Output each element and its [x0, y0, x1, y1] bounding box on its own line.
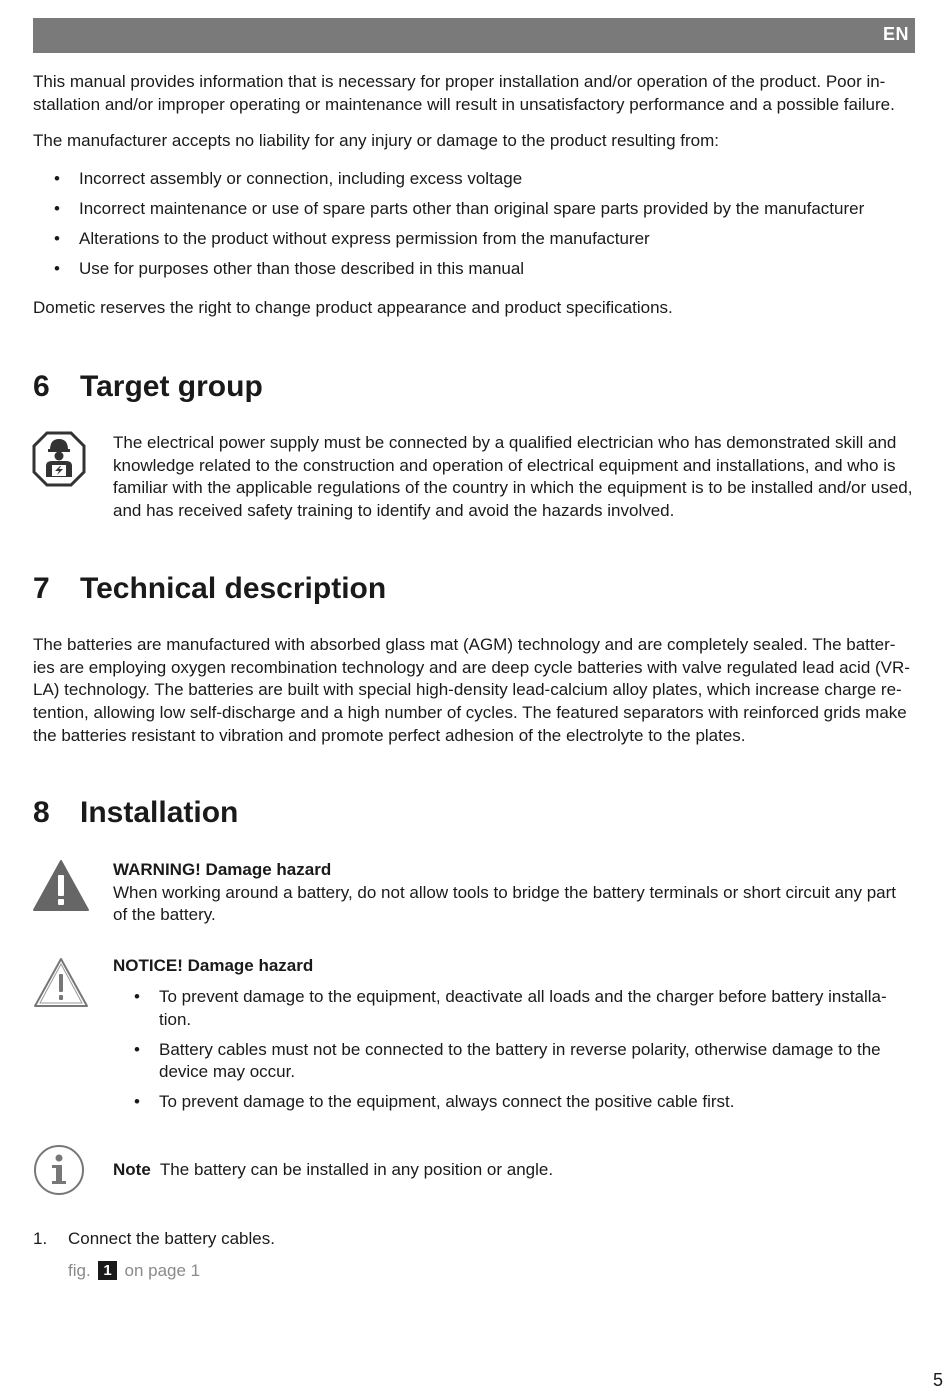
section-title: Installation [80, 796, 239, 829]
note [113, 1159, 913, 1182]
header-bar [33, 18, 915, 53]
notice-list [113, 986, 913, 1121]
warning-triangle-icon [31, 858, 91, 918]
intro-paragraph: This manual provides information that is necessary for proper installation and/or operation of the product. Poor in-stallation and/or improper operating or maintenance will result in unsatisfactory performance and a possible failure. [33, 72, 895, 114]
list-item: • Use for purposes other than those described in this manual [33, 258, 915, 281]
list-item: • Battery cables must not be connected to the battery in reverse polarity, otherwise damage to the device may occur. [113, 1039, 913, 1084]
language-code: EN [882, 24, 909, 44]
step-text: Connect the battery cables. [68, 1229, 275, 1248]
section-number: 6 [33, 370, 50, 403]
disclaimer-paragraph: Dometic reserves the right to change product appearance and product specifications. [33, 298, 673, 317]
liability-intro: The manufacturer accepts no liability for any injury or damage to the product resulting from: [33, 131, 720, 150]
section-number: 7 [33, 572, 50, 605]
warning-text: When working around a battery, do not allow tools to bridge the battery terminals or short circuit any part of the battery. [113, 882, 897, 925]
list-item: • Incorrect maintenance or use of spare parts other than original spare parts provided by the manufacturer [33, 198, 915, 221]
notice-title: NOTICE! Damage hazard [113, 956, 314, 975]
target-group-text: The electrical power supply must be connected by a qualified electrician who has demonstrated skill and knowledge related to the construction and operation of electrical equipment and installations, and who is familiar with the applicable regulations of the country in which the equipment is to be installed and/or used, and has received safety training to identify and avoid the hazards involved. [113, 433, 913, 521]
figure-reference [68, 1260, 200, 1283]
note-label: Note [113, 1160, 151, 1179]
qualified-electrician-icon [31, 430, 91, 490]
section-title: Target group [80, 370, 263, 403]
note-text: The battery can be installed in any position or angle. [159, 1160, 554, 1179]
step-number: 1. [33, 1229, 48, 1248]
section-title: Technical description [80, 572, 387, 605]
list-item: • To prevent damage to the equipment, always connect the positive cable first. [113, 1091, 913, 1114]
figure-prefix: fig. [68, 1261, 91, 1280]
page-number: 5 [932, 1370, 943, 1390]
figure-number-badge: 1 [98, 1261, 116, 1280]
warning-block [113, 859, 913, 927]
liability-list [33, 168, 915, 288]
warning-title: WARNING! Damage hazard [113, 860, 332, 879]
list-item: • Alterations to the product without express permission from the manufacturer [33, 228, 915, 251]
list-item: • Incorrect assembly or connection, including excess voltage [33, 168, 915, 191]
technical-description-text: The batteries are manufactured with absorbed glass mat (AGM) technology and are completely sealed. The batter-ies are employing oxygen recombination technology and are deep cycle batteries with valve regulated lead acid (VR-LA) technology. The batteries are built with special high-density lead-calcium alloy plates, which increase charge re-tention, allowing low self-discharge and a high number of cycles. The featured separators with reinforced grids make the batteries resistant to vibration and promote perfect adhesion of the electrolyte to the plates. [33, 635, 910, 745]
info-icon [31, 1142, 91, 1202]
notice-triangle-icon [31, 955, 91, 1015]
list-item: • To prevent damage to the equipment, deactivate all loads and the charger before battery installa-tion. [113, 986, 913, 1031]
figure-suffix: on page 1 [124, 1261, 201, 1280]
section-number: 8 [33, 796, 50, 829]
